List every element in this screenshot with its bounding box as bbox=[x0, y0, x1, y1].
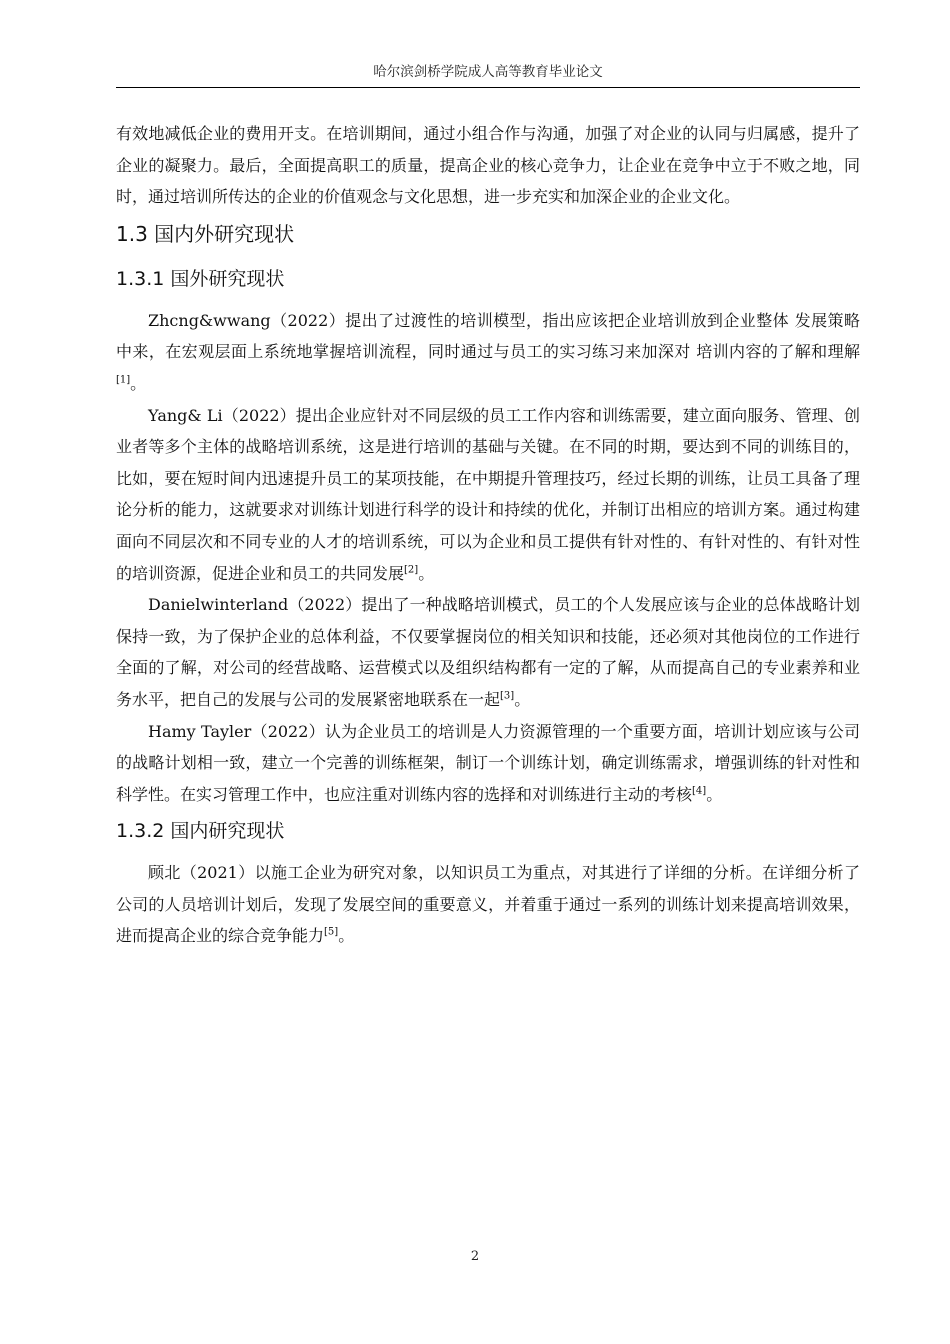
paragraph-end: 。 bbox=[706, 784, 723, 804]
foreign-research-paragraph bbox=[116, 589, 860, 715]
paragraph-text: Zhcng&wwang（2022）提出了过渡性的培训模型，指出应该把企业培训放到企业整体 发展策略中来，在宏观层面上系统地掌握培训流程，同时通过与员工的实习练习来加深对 培训内容的了解和理解 bbox=[116, 310, 860, 362]
paragraph-text: Yang& Li（2022）提出企业应针对不同层级的员工工作内容和训练需要，建立面向服务、管理、创业者等多个主体的战略培训系统，这是进行培训的基础与关键。在不同的时期，要达到不同的训练目的，比如，要在短时间内迅速提升员工的某项技能，在中期提升管理技巧，经过长期的训练，让员工具备了理论分析的能力，这就要求对训练计划进行科学的设计和持续的优化，并制订出相应的培训方案。通过构建面向不同层次和不同专业的人才的培训系统，可以为企业和员工提供有针对性的、有针对性的、有针对性的培训资源，促进企业和员工的共同发展 bbox=[116, 405, 860, 583]
subsection-heading-1-3-1: 1.3.1 国外研究现状 bbox=[116, 267, 285, 290]
running-header: 哈尔滨剑桥学院成人高等教育毕业论文 bbox=[373, 64, 603, 80]
section-heading-1-3: 1.3 国内外研究现状 bbox=[116, 221, 295, 246]
citation-ref: [4] bbox=[692, 785, 707, 797]
paragraph-end: 。 bbox=[514, 689, 531, 709]
foreign-research-paragraph bbox=[116, 400, 860, 590]
paragraph-text: Hamy Tayler（2022）认为企业员工的培训是人力资源管理的一个重要方面，培训计划应该与公司的战略计划相一致，建立一个完善的训练框架，制订一个训练计划，确定训练需求，增强训练的针对性和科学性。在实习管理工作中，也应注重对训练内容的选择和对训练进行主动的考核 bbox=[116, 721, 860, 804]
page-body bbox=[116, 118, 860, 952]
subsection-heading-1-3-2: 1.3.2 国内研究现状 bbox=[116, 820, 285, 843]
page-number: 2 bbox=[470, 1249, 480, 1264]
citation-ref: [5] bbox=[324, 927, 339, 939]
intro-paragraph: 有效地减低企业的费用开支。在培训期间，通过小组合作与沟通，加强了对企业的认同与归属感，提升了企业的凝聚力。最后，全面提高职工的质量，提高企业的核心竞争力，让企业在竞争中立于不败之地，同时，通过培训所传达的企业的价值观念与文化思想，进一步充实和加深企业的企业文化。 bbox=[116, 124, 860, 207]
domestic-research-paragraph bbox=[116, 857, 860, 952]
paragraph-text: 顾北（2021）以施工企业为研究对象，以知识员工为重点，对其进行了详细的分析。在详细分析了公司的人员培训计划后，发现了发展空间的重要意义，并着重于通过一系列的训练计划来提高培训效果，进而提高企业的综合竞争能力 bbox=[116, 863, 860, 946]
citation-ref: [3] bbox=[500, 690, 515, 702]
paragraph-end: 。 bbox=[130, 373, 147, 393]
citation-ref: [1] bbox=[116, 374, 131, 386]
foreign-research-paragraph bbox=[116, 305, 860, 400]
paragraph-end: 。 bbox=[418, 563, 435, 583]
paragraph-text: Danielwinterland（2022）提出了一种战略培训模式，员工的个人发展应该与企业的总体战略计划保持一致，为了保护企业的总体利益，不仅要掌握岗位的相关知识和技能，还必须对其他岗位的工作进行全面的了解，对公司的经营战略、运营模式以及组织结构都有一定的了解，从而提高自己的专业素养和业务水平，把自己的发展与公司的发展紧密地联系在一起 bbox=[116, 595, 860, 709]
header-divider bbox=[116, 87, 860, 88]
citation-ref: [2] bbox=[404, 564, 419, 576]
foreign-research-paragraph bbox=[116, 716, 860, 811]
paragraph-end: 。 bbox=[338, 926, 355, 946]
